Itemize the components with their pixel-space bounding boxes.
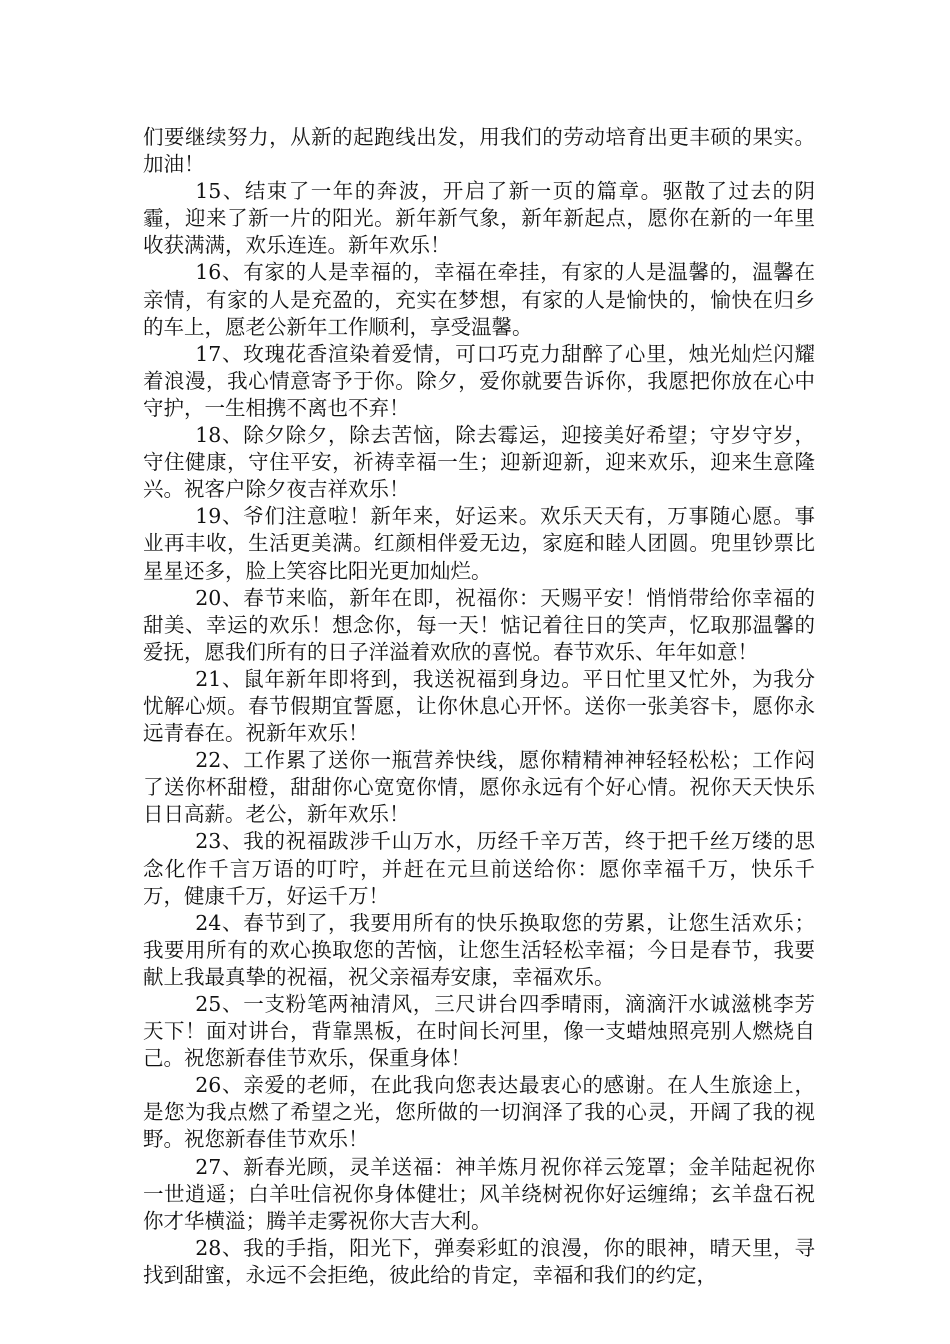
paragraph-17: 17、玫瑰花香渲染着爱情，可口巧克力甜醉了心里，烛光灿烂闪耀着浪漫，我心情意寄予于你。除夕，爱你就要告诉你，我愿把你放在心中守护，一生相携不离也不弃！ [143, 341, 815, 420]
paragraph-19: 19、爷们注意啦！新年来，好运来。欢乐天天有，万事随心愿。事业再丰收，生活更美满。红颜相伴爱无边，家庭和睦人团圆。兜里钞票比星星还多，脸上笑容比阳光更加灿烂。 [143, 504, 815, 583]
paragraph-16: 16、有家的人是幸福的，幸福在牵挂，有家的人是温馨的，温馨在亲情，有家的人是充盈的，充实在梦想，有家的人是愉快的，愉快在归乡的车上，愿老公新年工作顺利，享受温馨。 [143, 260, 815, 339]
paragraph-28: 28、我的手指，阳光下，弹奏彩虹的浪漫，你的眼神，晴天里，寻找到甜蜜，永远不会拒绝，彼此给的肯定，幸福和我们的约定， [143, 1235, 815, 1287]
paragraph-25: 25、一支粉笔两袖清风，三尺讲台四季晴雨，滴滴汗水诚滋桃李芳天下！面对讲台，背靠黑板，在时间长河里，像一支蜡烛照亮别人燃烧自己。祝您新春佳节欢乐，保重身体！ [143, 992, 815, 1071]
paragraph-26: 26、亲爱的老师，在此我向您表达最衷心的感谢。在人生旅途上，是您为我点燃了希望之光，您所做的一切润泽了我的心灵，开阔了我的视野。祝您新春佳节欢乐！ [143, 1073, 815, 1152]
paragraph-24: 24、春节到了，我要用所有的快乐换取您的劳累，让您生活欢乐；我要用所有的欢心换取您的苦恼，让您生活轻松幸福；今日是春节，我要献上我最真挚的祝福，祝父亲福寿安康，幸福欢乐。 [143, 910, 815, 989]
paragraph-20: 20、春节来临，新年在即，祝福你：天赐平安！悄悄带给你幸福的甜美、幸运的欢乐！想念你，每一天！惦记着往日的笑声，忆取那温馨的爱抚，愿我们所有的日子洋溢着欢欣的喜悦。春节欢乐、年年如意！ [143, 585, 815, 664]
paragraph-continued: 们要继续努力，从新的起跑线出发，用我们的劳动培育出更丰硕的果实。加油！ [143, 125, 815, 177]
paragraph-27: 27、新春光顾，灵羊送福：神羊炼月祝你祥云笼罩；金羊陆起祝你一世逍遥；白羊吐信祝你身体健壮；风羊绕树祝你好运缠绵；玄羊盘石祝你才华横溢；腾羊走雾祝你大吉大利。 [143, 1154, 815, 1233]
paragraph-18: 18、除夕除夕，除去苦恼，除去霉运，迎接美好希望；守岁守岁，守住健康，守住平安，祈祷幸福一生；迎新迎新，迎来欢乐，迎来生意隆兴。祝客户除夕夜吉祥欢乐！ [143, 423, 815, 502]
paragraph-22: 22、工作累了送你一瓶营养快线，愿你精精神神轻轻松松；工作闷了送你杯甜橙，甜甜你心宽宽你情，愿你永远有个好心情。祝你天天快乐日日高薪。老公，新年欢乐！ [143, 748, 815, 827]
document-body [143, 124, 815, 1289]
paragraph-15: 15、结束了一年的奔波，开启了新一页的篇章。驱散了过去的阴霾，迎来了新一片的阳光。新年新气象，新年新起点，愿你在新的一年里收获满满，欢乐连连。新年欢乐！ [143, 179, 815, 258]
paragraph-21: 21、鼠年新年即将到，我送祝福到身边。平日忙里又忙外，为我分忧解心烦。春节假期宜誓愿，让你休息心开怀。送你一张美容卡，愿你永远青春在。祝新年欢乐！ [143, 666, 815, 746]
paragraph-23: 23、我的祝福跋涉千山万水，历经千辛万苦，终于把千丝万缕的思念化作千言万语的叮咛，并赶在元旦前送给你：愿你幸福千万，快乐千万，健康千万，好运千万！ [143, 829, 815, 908]
